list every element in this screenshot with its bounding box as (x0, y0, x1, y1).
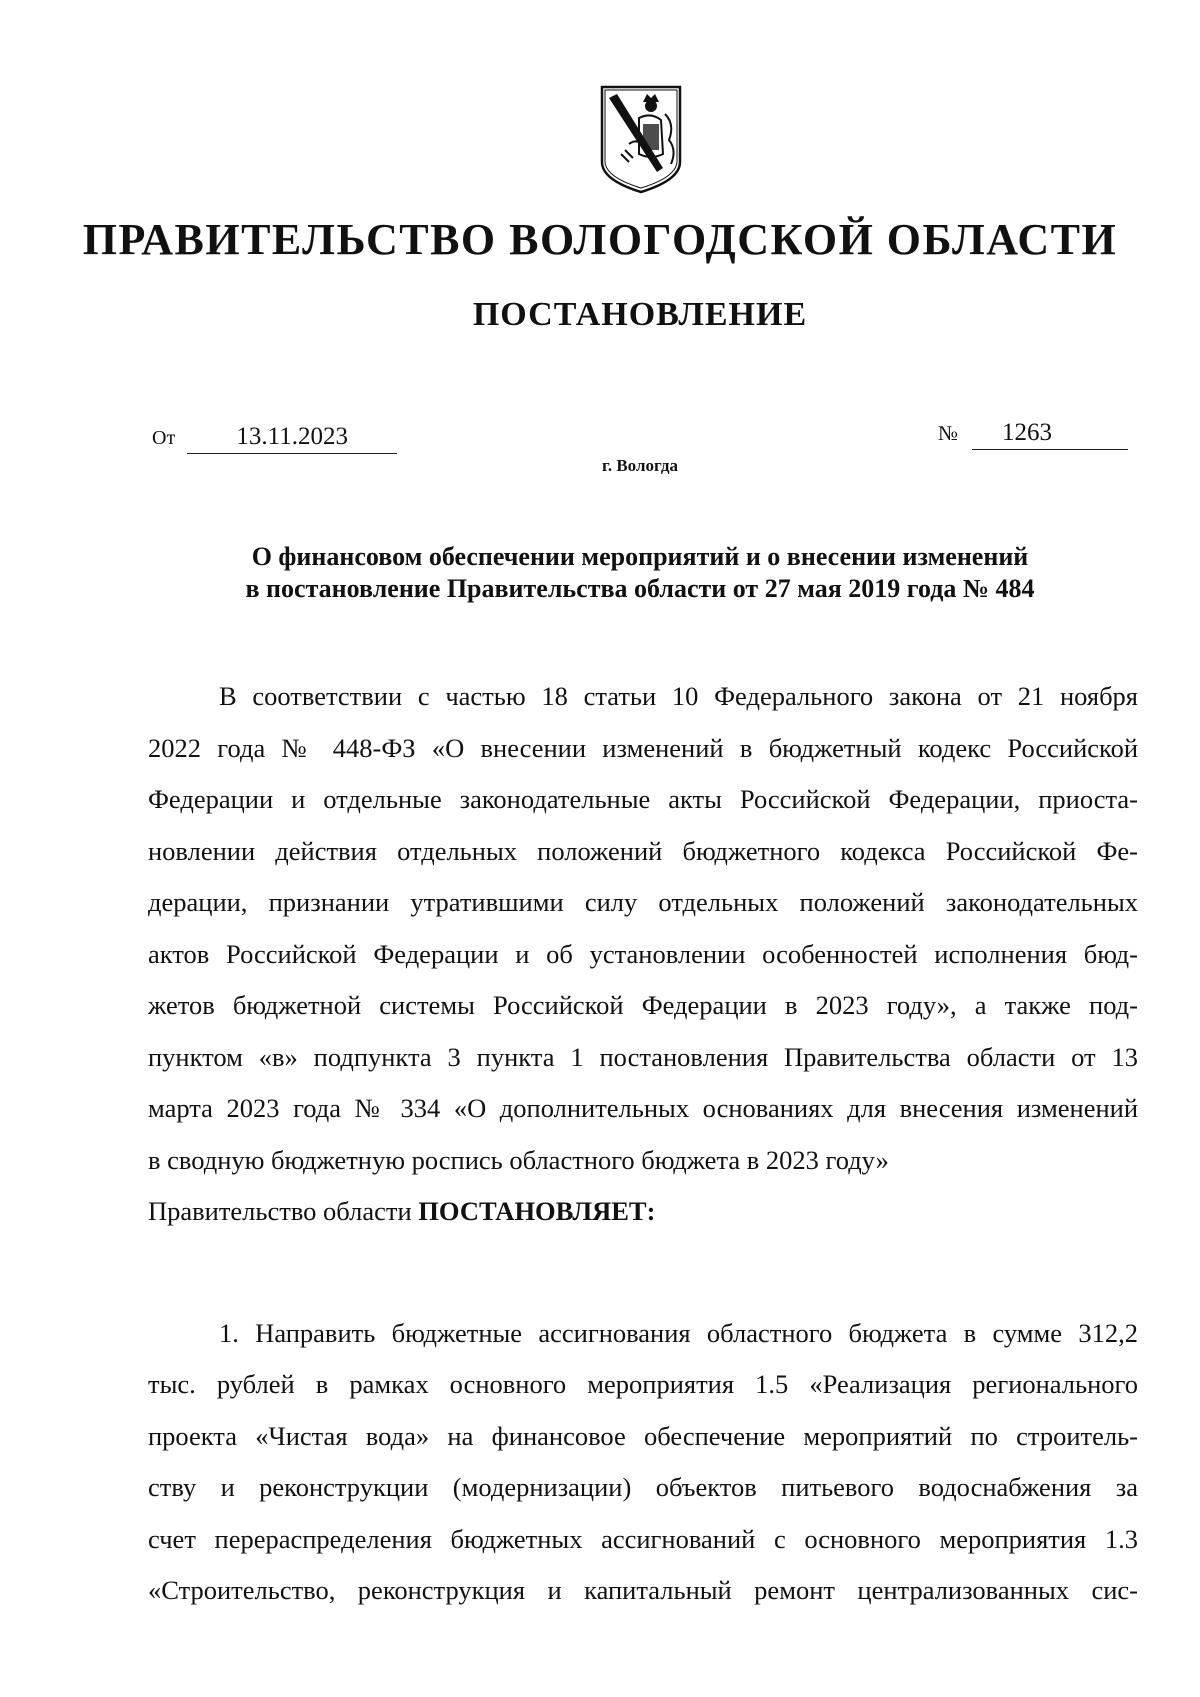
resolve-word: ПОСТАНОВЛЯЕТ: (418, 1196, 656, 1226)
resolve-line (148, 1186, 1138, 1238)
text-line: новлении действия отдельных положений бюджетного кодекса Российской Фе- (148, 835, 1138, 866)
text-line: «Строительство, реконструкция и капитальный ремонт централизованных сис- (148, 1575, 1138, 1605)
date-label: От (152, 427, 176, 449)
text-line: актов Российской Федерации и об установлении особенностей исполнения бюд- (148, 938, 1138, 969)
text-line: Федерации и отдельные законодательные акты Российской Федерации, приоста- (148, 784, 1138, 814)
number-label: № (938, 421, 959, 445)
document-number (938, 419, 1128, 450)
text-line: ству и реконструкции (модернизации) объектов питьевого водоснабжения за (148, 1472, 1138, 1502)
subject-line: в постановление Правительства области от 27 мая 2019 года № 484 (245, 574, 1035, 603)
text-line: 2022 года № 448-ФЗ «О внесении изменений в бюджетный кодекс Российской (148, 732, 1138, 763)
government-title: ПРАВИТЕЛЬСТВО ВОЛОГОДСКОЙ ОБЛАСТИ (82, 215, 1118, 264)
preamble-paragraph (148, 671, 1138, 1238)
document-type: ПОСТАНОВЛЕНИЕ (472, 296, 808, 333)
text-line: счет перераспределения бюджетных ассигнований с основного мероприятия 1.3 (148, 1523, 1138, 1554)
document-subject (160, 541, 1120, 605)
text-line: 1. Направить бюджетные ассигнования областного бюджета в сумме 312,2 (219, 1317, 1138, 1348)
city: г. Вологда (602, 456, 678, 475)
text-line: пунктом «в» подпункта 3 пункта 1 постановления Правительства области от 13 (148, 1041, 1138, 1072)
paragraph-gap (148, 1238, 1138, 1308)
text-line: дерации, признании утратившими силу отдельных положений законодательных (148, 887, 1138, 917)
text-line: тыс. рублей в рамках основного мероприятия 1.5 «Реализация регионального (148, 1369, 1138, 1399)
subject-line: О финансовом обеспечении мероприятий и о внесении изменений (251, 542, 1029, 571)
text-line: жетов бюджетной системы Российской Федерации в 2023 году», а также под- (148, 990, 1138, 1020)
text-line: проекта «Чистая вода» на финансовое обеспечение мероприятий по строитель- (148, 1420, 1138, 1451)
coat-of-arms-icon (599, 84, 683, 196)
clause-1 (148, 1308, 1138, 1617)
number-value: 1263 (972, 419, 1128, 450)
text-line: В соответствии с частью 18 статьи 10 Федерального закона от 21 ноября (219, 681, 1138, 711)
document-body (148, 671, 1138, 1617)
text-line: в сводную бюджетную роспись областного бюджета в 2023 году» (148, 1144, 889, 1175)
text-line: марта 2023 года № 334 «О дополнительных основаниях для внесения изменений (148, 1093, 1138, 1123)
document-date (152, 423, 397, 454)
resolve-prefix: Правительство области (148, 1196, 419, 1226)
date-value: 13.11.2023 (187, 423, 397, 454)
